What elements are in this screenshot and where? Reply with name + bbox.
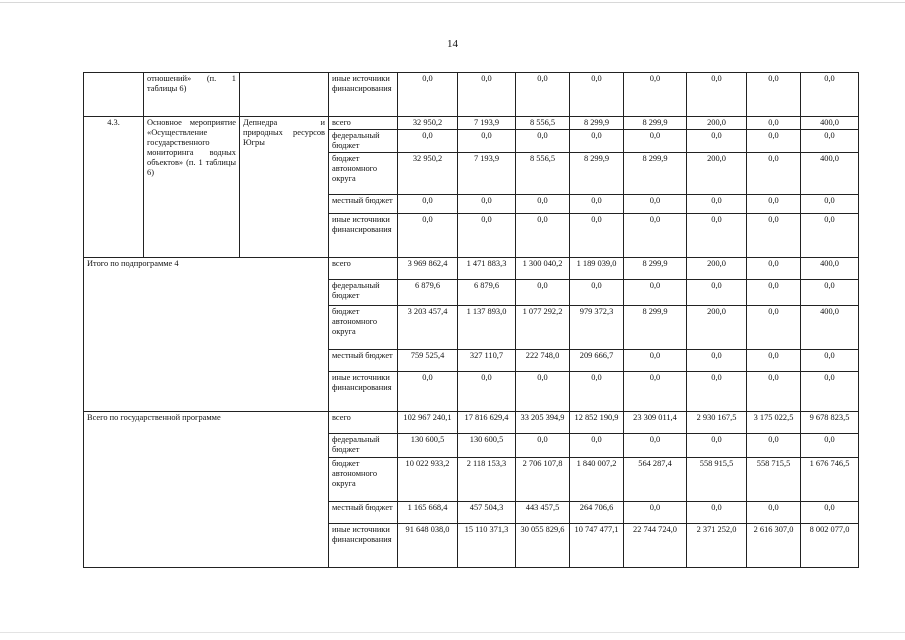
funding-source-cell: бюджет автономного округа [329,306,398,350]
value-cell: 0,0 [458,195,516,214]
value-cell: 759 525,4 [398,350,458,372]
funding-source-cell: местный бюджет [329,195,398,214]
value-cell: 0,0 [624,372,687,412]
value-cell: 0,0 [624,214,687,258]
value-cell: 0,0 [747,258,801,280]
value-cell: 7 193,9 [458,153,516,195]
value-cell: 1 189 039,0 [570,258,624,280]
value-cell: 3 969 862,4 [398,258,458,280]
value-cell: 8 299,9 [624,117,687,130]
value-cell: 10 747 477,1 [570,524,624,568]
value-cell: 0,0 [801,130,859,153]
value-cell: 23 309 011,4 [624,412,687,434]
value-cell: 0,0 [747,153,801,195]
funding-source-cell: иные источники финансирования [329,524,398,568]
value-cell: 558 715,5 [747,458,801,502]
funding-source-cell: всего [329,258,398,280]
value-cell: 200,0 [687,258,747,280]
funding-source-cell: иные источники финансирования [329,214,398,258]
value-cell: 0,0 [570,372,624,412]
value-cell: 3 203 457,4 [398,306,458,350]
value-cell: 1 137 893,0 [458,306,516,350]
value-cell: 7 193,9 [458,117,516,130]
value-cell: 0,0 [570,434,624,458]
value-cell: 0,0 [516,73,570,117]
value-cell: 32 950,2 [398,117,458,130]
value-cell: 443 457,5 [516,502,570,524]
value-cell: 0,0 [624,434,687,458]
value-cell: 2 616 307,0 [747,524,801,568]
value-cell: 0,0 [687,195,747,214]
value-cell: 0,0 [570,73,624,117]
value-cell: 8 556,5 [516,117,570,130]
value-cell: 264 706,6 [570,502,624,524]
value-cell: 0,0 [801,214,859,258]
value-cell: 0,0 [687,214,747,258]
funding-source-cell: бюджет автономного округа [329,153,398,195]
value-cell: 0,0 [624,73,687,117]
value-cell: 0,0 [624,502,687,524]
value-cell: 0,0 [398,130,458,153]
value-cell: 6 879,6 [458,280,516,306]
value-cell: 1 165 668,4 [398,502,458,524]
value-cell: 457 504,3 [458,502,516,524]
value-cell: 0,0 [747,130,801,153]
value-cell: 979 372,3 [570,306,624,350]
program-total-title: Всего по государственной программе [84,412,329,568]
value-cell: 1 300 040,2 [516,258,570,280]
value-cell: 91 648 038,0 [398,524,458,568]
value-cell: 0,0 [747,372,801,412]
value-cell: 0,0 [747,73,801,117]
value-cell: 0,0 [747,195,801,214]
funding-source-cell: всего [329,117,398,130]
value-cell: 327 110,7 [458,350,516,372]
value-cell: 102 967 240,1 [398,412,458,434]
value-cell: 400,0 [801,117,859,130]
value-cell: 0,0 [687,73,747,117]
value-cell: 0,0 [398,214,458,258]
value-cell: 0,0 [801,372,859,412]
value-cell: 0,0 [398,372,458,412]
continuation-row [84,73,859,117]
value-cell: 0,0 [747,280,801,306]
value-cell: 3 175 022,5 [747,412,801,434]
value-cell: 22 744 724,0 [624,524,687,568]
value-cell: 0,0 [458,130,516,153]
executor-cell [240,73,329,117]
value-cell: 2 706 107,8 [516,458,570,502]
value-cell: 0,0 [624,280,687,306]
value-cell: 200,0 [687,117,747,130]
value-cell: 0,0 [624,130,687,153]
value-cell: 0,0 [516,130,570,153]
value-cell: 2 371 252,0 [687,524,747,568]
funding-source-cell: федеральный бюджет [329,434,398,458]
value-cell: 130 600,5 [398,434,458,458]
value-cell: 2 118 153,3 [458,458,516,502]
value-cell: 0,0 [801,195,859,214]
value-cell: 2 930 167,5 [687,412,747,434]
value-cell: 558 915,5 [687,458,747,502]
value-cell: 400,0 [801,306,859,350]
item-number-cell [84,73,144,117]
table-body [84,73,859,568]
value-cell: 0,0 [747,350,801,372]
value-cell: 8 299,9 [570,153,624,195]
value-cell: 0,0 [570,130,624,153]
value-cell: 0,0 [398,73,458,117]
value-cell: 10 022 933,2 [398,458,458,502]
value-cell: 8 556,5 [516,153,570,195]
funding-source-cell: бюджет автономного округа [329,458,398,502]
funding-source-cell: федеральный бюджет [329,130,398,153]
value-cell: 564 287,4 [624,458,687,502]
subprogram-total-title: Итого по подпрограмме 4 [84,258,329,412]
value-cell: 8 299,9 [624,258,687,280]
value-cell: 0,0 [516,214,570,258]
value-cell: 0,0 [747,117,801,130]
value-cell: 0,0 [687,502,747,524]
value-cell: 200,0 [687,306,747,350]
funding-source-cell: иные источники финансирования [329,372,398,412]
value-cell: 30 055 829,6 [516,524,570,568]
value-cell: 200,0 [687,153,747,195]
value-cell: 0,0 [458,214,516,258]
value-cell: 0,0 [516,372,570,412]
value-cell: 0,0 [801,350,859,372]
funding-source-cell: местный бюджет [329,350,398,372]
value-cell: 0,0 [801,502,859,524]
value-cell: 0,0 [516,434,570,458]
value-cell: 0,0 [458,372,516,412]
value-cell: 8 299,9 [624,153,687,195]
financing-table [83,72,859,568]
value-cell: 0,0 [687,130,747,153]
value-cell: 1 840 007,2 [570,458,624,502]
value-cell: 1 077 292,2 [516,306,570,350]
item-number-cell: 4.3. [84,117,144,258]
value-cell: 12 852 190,9 [570,412,624,434]
value-cell: 0,0 [687,434,747,458]
value-cell: 209 666,7 [570,350,624,372]
program-total-row [84,412,859,434]
value-cell: 0,0 [570,214,624,258]
value-cell: 0,0 [398,195,458,214]
value-cell: 0,0 [516,195,570,214]
value-cell: 0,0 [747,214,801,258]
value-cell: 0,0 [747,502,801,524]
value-cell: 400,0 [801,153,859,195]
funding-source-cell: иные источники финансирования [329,73,398,117]
value-cell: 222 748,0 [516,350,570,372]
funding-source-cell: местный бюджет [329,502,398,524]
value-cell: 0,0 [687,280,747,306]
value-cell: 0,0 [516,280,570,306]
measure-name-cell: Основное мероприятие «Осуществление государственного мониторинга водных объектов» (п. 1 таблицы 6) [144,117,240,258]
value-cell: 9 678 823,5 [801,412,859,434]
scan-edge-top [0,2,905,3]
value-cell: 0,0 [801,434,859,458]
value-cell: 0,0 [458,73,516,117]
value-cell: 0,0 [801,73,859,117]
value-cell: 0,0 [687,372,747,412]
measure-name-cell: отношений» (п. 1 таблицы 6) [144,73,240,117]
value-cell: 0,0 [570,195,624,214]
value-cell: 130 600,5 [458,434,516,458]
value-cell: 8 299,9 [624,306,687,350]
value-cell: 1 676 746,5 [801,458,859,502]
subprogram-total-row [84,258,859,280]
funding-source-cell: федеральный бюджет [329,280,398,306]
value-cell: 8 002 077,0 [801,524,859,568]
value-cell: 0,0 [624,350,687,372]
value-cell: 0,0 [801,280,859,306]
value-cell: 32 950,2 [398,153,458,195]
value-cell: 33 205 394,9 [516,412,570,434]
value-cell: 1 471 883,3 [458,258,516,280]
value-cell: 0,0 [747,434,801,458]
executor-cell: Депнедра и природных ресурсов Югры [240,117,329,258]
value-cell: 17 816 629,4 [458,412,516,434]
value-cell: 0,0 [624,195,687,214]
value-cell: 400,0 [801,258,859,280]
value-cell: 0,0 [747,306,801,350]
page-number: 14 [447,38,458,50]
value-cell: 8 299,9 [570,117,624,130]
value-cell: 15 110 371,3 [458,524,516,568]
value-cell: 6 879,6 [398,280,458,306]
measure-row [84,117,859,130]
funding-source-cell: всего [329,412,398,434]
value-cell: 0,0 [570,280,624,306]
scan-edge-bottom [0,632,905,633]
value-cell: 0,0 [687,350,747,372]
